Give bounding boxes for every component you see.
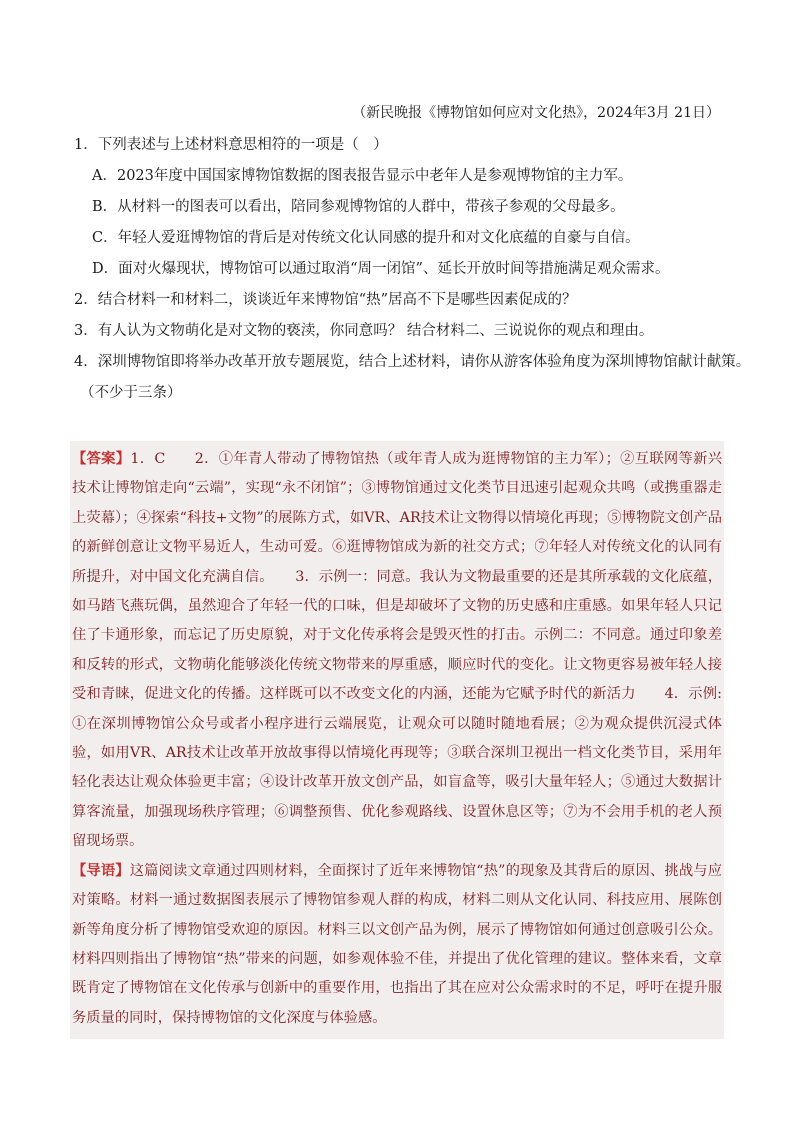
option-a: A．2023年度中国国家博物馆数据的图表报告显示中老年人是参观博物馆的主力军。	[92, 168, 633, 184]
guide-paragraph	[70, 857, 724, 1033]
answer-paragraph	[70, 445, 724, 857]
answer-section	[70, 441, 724, 1039]
question-3: 3．有人认为文物萌化是对文物的亵渎，你同意吗？ 结合材料二、三说说你的观点和理由。	[74, 323, 654, 339]
option-c: C．年轻人爱逛博物馆的背后是对传统文化认同感的提升和对文化底蕴的自豪与自信。	[92, 230, 640, 246]
question-4: 4．深圳博物馆即将举办改革开放专题展览，结合上述材料，请你从游客体验角度为深圳博物馆献计献策。	[74, 354, 751, 370]
question-2: 2．结合材料一和材料二，谈谈近年来博物馆“热”居高不下是哪些因素促成的？	[74, 292, 577, 308]
question-list	[74, 130, 751, 409]
question-1: 1．下列表述与上述材料意思相符的一项是（ ）	[74, 137, 388, 153]
guide-text: 这篇阅读文章通过四则材料，全面探讨了近年来博物馆“热”的现象及其背后的原因、挑战与应对策略。材料一通过数据图表展示了博物馆参观人群的构成，材料二则从文化认同、科技应用、展陈创新等角度分析了博物馆受欢迎的原因。材料三以文创产品为例，展示了博物馆如何通过创意吸引公众。材料四则指出了博物馆“热”带来的问题，如参观体验不佳，并提出了优化管理的建议。整体来看，文章既肯定了博物馆在文化传承与创新中的重要作用，也指出了其在应对公众需求时的不足，呼吁在提升服务质量的同时，保持博物馆的文化深度与体验感。	[72, 862, 722, 1026]
source-citation: （新民晚报《博物馆如何应对文化热》，2024年3月 21日）	[352, 105, 720, 121]
guide-label: 【导语】	[72, 862, 130, 879]
option-b: B．从材料一的图表可以看出，陪同参观博物馆的人群中，带孩子参观的父母最多。	[92, 199, 625, 215]
question-4-note: （不少于三条）	[80, 385, 182, 401]
answer-text: 1．C 2．①年青人带动了博物馆热（或年青人成为逛博物馆的主力军）；②互联网等新兴技术让博物馆走向“云端”，实现“永不闭馆”；③博物馆通过文化类节目迅速引起观众共鸣（或携重器走上荧幕）；④探索“科技+文物”的展陈方式，如VR、AR技术让文物得以情境化再现；⑤博物院文创产品的新鲜创意让文物平易近人，生动可爱。⑥逛博物馆成为新的社交方式；⑦年轻人对传统文化的认同有所提升，对中国文化充满自信。 3．示例一：同意。我认为文物最重要的还是其所承载的文化底蕴，如马踏飞燕玩偶，虽然迎合了年轻一代的口味，但是却破坏了文物的历史感和庄重感。如果年轻人只记住了卡通形象，而忘记了历史原貌，对于文化传承将会是毁灭性的打击。示例二：不同意。通过印象差和反转的形式，文物萌化能够淡化传统文物带来的厚重感，顺应时代的变化。让文物更容易被年轻人接受和青睐，促进文化的传播。这样既可以不改变文化的内涵，还能为它赋予时代的新活力 4．示例: ①在深圳博物馆公众号或者小程序进行云端展览，让观众可以随时随地看展；②为观众提供沉浸式体验，如用VR、AR技术让改革开放故事得以情境化再现等；③联合深圳卫视出一档文化类节目，采用年轻化表达让观众体验更丰富；④设计改革开放文创产品，如盲盒等，吸引大量年轻人；⑤通过大数据计算客流量，加强现场秩序管理；⑥调整预售、优化参观路线、设置休息区等；⑦为不会用手机的老人预留现场票。	[72, 451, 723, 850]
answer-label: 【答案】	[72, 451, 131, 467]
option-d: D．面对火爆现状，博物馆可以通过取消“周一闭馆”、延长开放时间等措施满足观众需求。	[92, 261, 670, 277]
